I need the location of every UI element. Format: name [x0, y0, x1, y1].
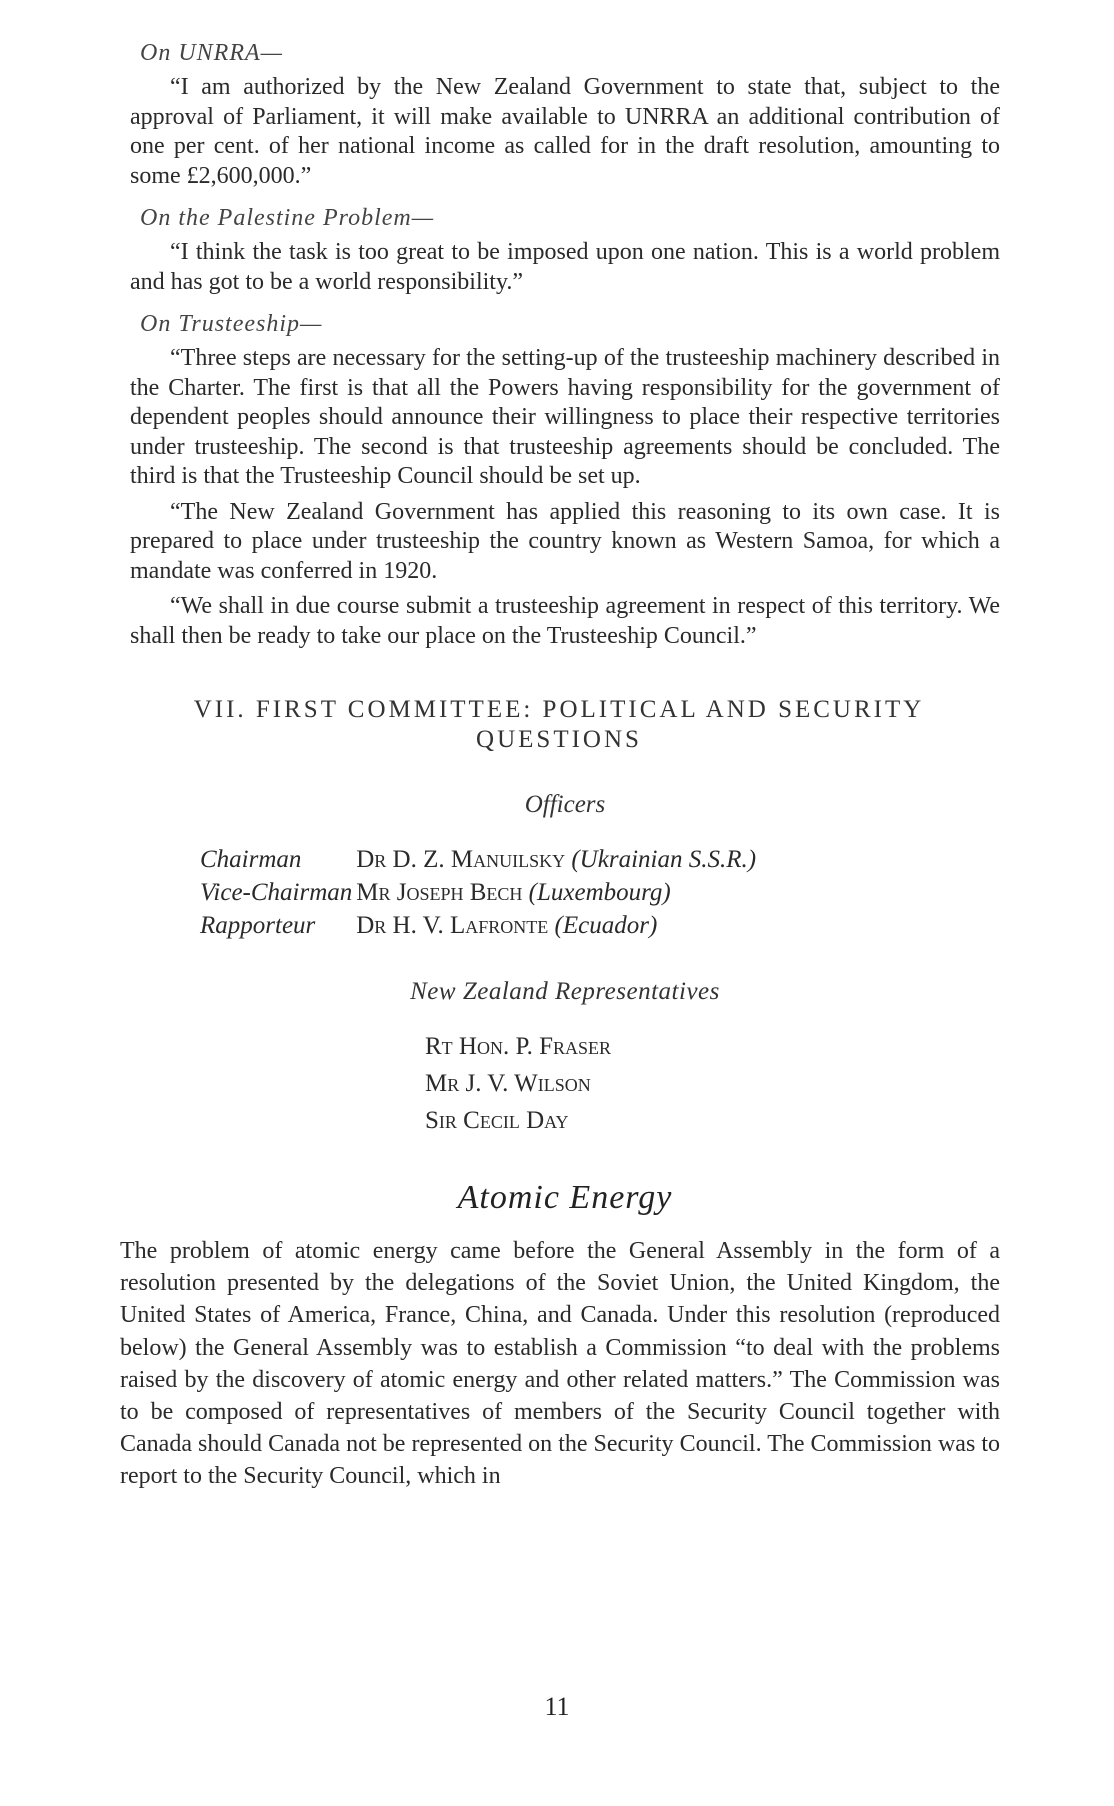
palestine-heading: On the Palestine Problem—	[140, 205, 435, 231]
nz-representatives-heading: New Zealand Representatives	[410, 978, 720, 1005]
officer-country: (Ukrainian S.S.R.)	[571, 846, 757, 873]
palestine-quote: “I think the task is too great to be imposed upon one nation. This is a world problem and has got to be a world responsibility.”	[130, 239, 1000, 295]
officer-country: (Ecuador)	[554, 912, 658, 939]
trusteeship-heading: On Trusteeship—	[140, 311, 323, 337]
committee-heading-line-2: QUESTIONS	[476, 726, 642, 753]
trusteeship-quote-1: “Three steps are necessary for the setting-up of the trusteeship machinery described in the Charter. The first is that all the Powers having responsibility for the government of dependent peoples should announce their willingness to place their respective territories under trusteeship. The second is that trusteeship agreements should be concluded. The third is that the Trusteeship Council should be set up.	[130, 345, 1000, 489]
officer-role: Rapporteur	[200, 912, 316, 939]
page-number: 11	[544, 1692, 570, 1721]
officers-heading: Officers	[524, 791, 606, 818]
representative: Rt Hon. P. Fraser	[425, 1033, 612, 1060]
unrra-quote: “I am authorized by the New Zealand Government to state that, subject to the approval of Parliament, it will make available to UNRRA an additional contribution of one per cent. of her national income as called for in the draft resolution, amounting to some £2,600,000.”	[130, 74, 1000, 189]
officer-row-vice-chairman	[200, 876, 1000, 909]
officer-role: Vice-Chairman	[200, 879, 353, 906]
officer-country: (Luxembourg)	[528, 879, 671, 906]
representative: Mr J. V. Wilson	[425, 1070, 591, 1097]
officer-row-rapporteur	[200, 909, 1000, 942]
representatives-list	[425, 1028, 1000, 1139]
atomic-energy-paragraph: The problem of atomic energy came before the General Assembly in the form of a resolution presented by the delegations of the Soviet Union, the United Kingdom, the United States of America, France, China, and Canada. Under this resolution (reproduced below) the General Assembly was to establish a Commission “to deal with the problems raised by the discovery of atomic energy and other related matters.” The Commission was to be composed of representatives of members of the Security Council together with Canada should Canada not be represented on the Security Council. The Commission was to report to the Security Council, which in	[120, 1238, 1000, 1490]
officer-name: Dr H. V. Lafronte	[356, 912, 549, 939]
trusteeship-quote-3: “We shall in due course submit a trusteeship agreement in respect of this territory. We shall then be ready to take our place on the Trusteeship Council.”	[130, 593, 1000, 649]
committee-heading-line-1: VII. FIRST COMMITTEE: POLITICAL AND SECURITY	[193, 696, 925, 723]
officer-name: Dr D. Z. Manuilsky	[356, 846, 566, 873]
unrra-heading: On UNRRA—	[140, 40, 283, 66]
text-column	[120, 40, 1000, 1493]
officers-list	[200, 843, 1000, 942]
committee-heading	[118, 695, 1000, 755]
atomic-energy-title: Atomic Energy	[457, 1179, 673, 1216]
representative: Sir Cecil Day	[425, 1107, 569, 1134]
officer-role: Chairman	[200, 846, 302, 873]
officer-name: Mr Joseph Bech	[356, 879, 523, 906]
trusteeship-quote-2: “The New Zealand Government has applied this reasoning to its own case. It is prepared to place under trusteeship the country known as Western Samoa, for which a mandate was conferred in 1920.	[130, 498, 1000, 584]
officer-row-chairman	[200, 843, 1000, 876]
